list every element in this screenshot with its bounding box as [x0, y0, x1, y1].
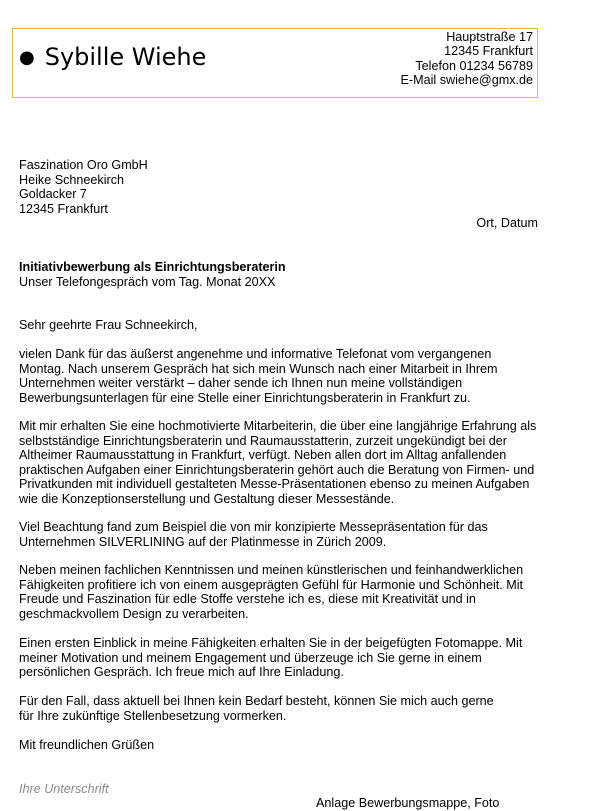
- sender-phone: Telefon 01234 56789: [415, 58, 533, 73]
- paragraph-line: Einen ersten Einblick in meine Fähigkeiten erhalten Sie in der beigefügten Fotomappe. Mit: [19, 636, 523, 650]
- paragraph-line: meiner Motivation und meinem Engagement und überzeuge ich Sie gerne in einem: [19, 650, 482, 665]
- paragraph-line: Bewerbungsunterlagen für eine Stelle einer Einrichtungsberaterin in Frankfurt zu.: [19, 390, 471, 405]
- subject-reference: Unser Telefongespräch vom Tag. Monat 20XX: [19, 274, 276, 289]
- salutation: Sehr geehrte Frau Schneekirch,: [19, 318, 198, 332]
- sender-email: E-Mail swiehe@gmx.de: [400, 73, 533, 88]
- paragraph-line: Unternehmen SILVERLINING auf der Platinmesse in Zürich 2009.: [19, 534, 387, 549]
- sender-contact-block: [401, 30, 533, 88]
- paragraph-line: Freude und Faszination für edle Stoffe verstehe ich es, diese mit Kreativität und in: [19, 592, 476, 607]
- paragraph-2: [19, 419, 549, 507]
- paragraph-line: Mit mir erhalten Sie eine hochmotivierte Mitarbeiterin, die über eine langjährige Erfahrung als: [19, 419, 537, 433]
- recipient-contact: Heike Schneekirch: [19, 172, 124, 187]
- paragraph-4: [19, 563, 549, 621]
- paragraph-5: [19, 636, 549, 680]
- paragraph-line: Altheimer Raumausstattung in Frankfurt, verfügt. Neben allen dort im Alltag anfallenden: [19, 448, 507, 463]
- paragraph-line: persönlichen Gespräch. Ich freue mich auf Ihre Einladung.: [19, 665, 344, 680]
- paragraph-line: selbstständige Einrichtungsberaterin und Raumausstatterin, zurzeit ungekündigt bei der: [19, 433, 507, 448]
- paragraph-6: [19, 694, 549, 723]
- signature-placeholder: Ihre Unterschrift: [19, 782, 109, 796]
- paragraph-line: Fähigkeiten profitiere ich von einem ausgeprägten Gefühl für Harmonie und Schönheit. Mit: [19, 577, 524, 592]
- paragraph-line: Unternehmen weiter verstärkt – daher sende ich Ihnen nun meine vollständigen: [19, 376, 463, 391]
- paragraph-line: Viel Beachtung fand zum Beispiel die von mir konzipierte Messepräsentation für das: [19, 520, 488, 534]
- bullet-icon: ●: [19, 47, 35, 68]
- sender-name: [19, 42, 206, 73]
- sender-city: 12345 Frankfurt: [444, 44, 533, 59]
- letterhead-box: [12, 28, 538, 98]
- sender-name-text: Sybille Wiehe: [44, 43, 207, 71]
- paragraph-line: Privatkunden mit individuell gestalteten Messe-Präsentationen ebenso zu meinen Aufgaben: [19, 477, 530, 492]
- paragraph-line: geschmackvollem Design zu verarbeiten.: [19, 606, 249, 621]
- paragraph-line: Neben meinen fachlichen Kenntnissen und meinen künstlerischen und feinhandwerklichen: [19, 563, 524, 577]
- paragraph-line: wie die Konzeptionserstellung und Gestaltung dieser Messestände.: [19, 491, 395, 506]
- recipient-city: 12345 Frankfurt: [19, 201, 108, 216]
- paragraph-line: für Ihre zukünftige Stellenbesetzung vormerken.: [19, 708, 287, 723]
- closing: Mit freundlichen Grüßen: [19, 738, 155, 752]
- recipient-company: Faszination Oro GmbH: [19, 158, 148, 172]
- paragraph-line: praktischen Aufgaben einer Einrichtungsberaterin gehört auch die Beratung von Firmen- und: [19, 462, 535, 477]
- paragraph-3: [19, 520, 549, 549]
- recipient-address: [19, 158, 148, 216]
- sender-street: Hauptstraße 17: [446, 30, 533, 44]
- subject-block: [19, 260, 286, 289]
- recipient-street: Goldacker 7: [19, 187, 87, 202]
- paragraph-line: Für den Fall, dass aktuell bei Ihnen kein Bedarf besteht, können Sie mich auch gerne: [19, 694, 494, 708]
- paragraph-line: Montag. Nach unserem Gespräch hat sich mein Wunsch nach einer Mitarbeit in Ihrem: [19, 361, 498, 376]
- paragraph-1: [19, 347, 549, 405]
- place-date: Ort, Datum: [476, 216, 538, 230]
- attachments-line: Anlage Bewerbungsmappe, Foto: [316, 796, 500, 810]
- subject-title: Initiativbewerbung als Einrichtungsberaterin: [19, 260, 286, 274]
- paragraph-line: vielen Dank für das äußerst angenehme und informative Telefonat vom vergangenen: [19, 347, 492, 361]
